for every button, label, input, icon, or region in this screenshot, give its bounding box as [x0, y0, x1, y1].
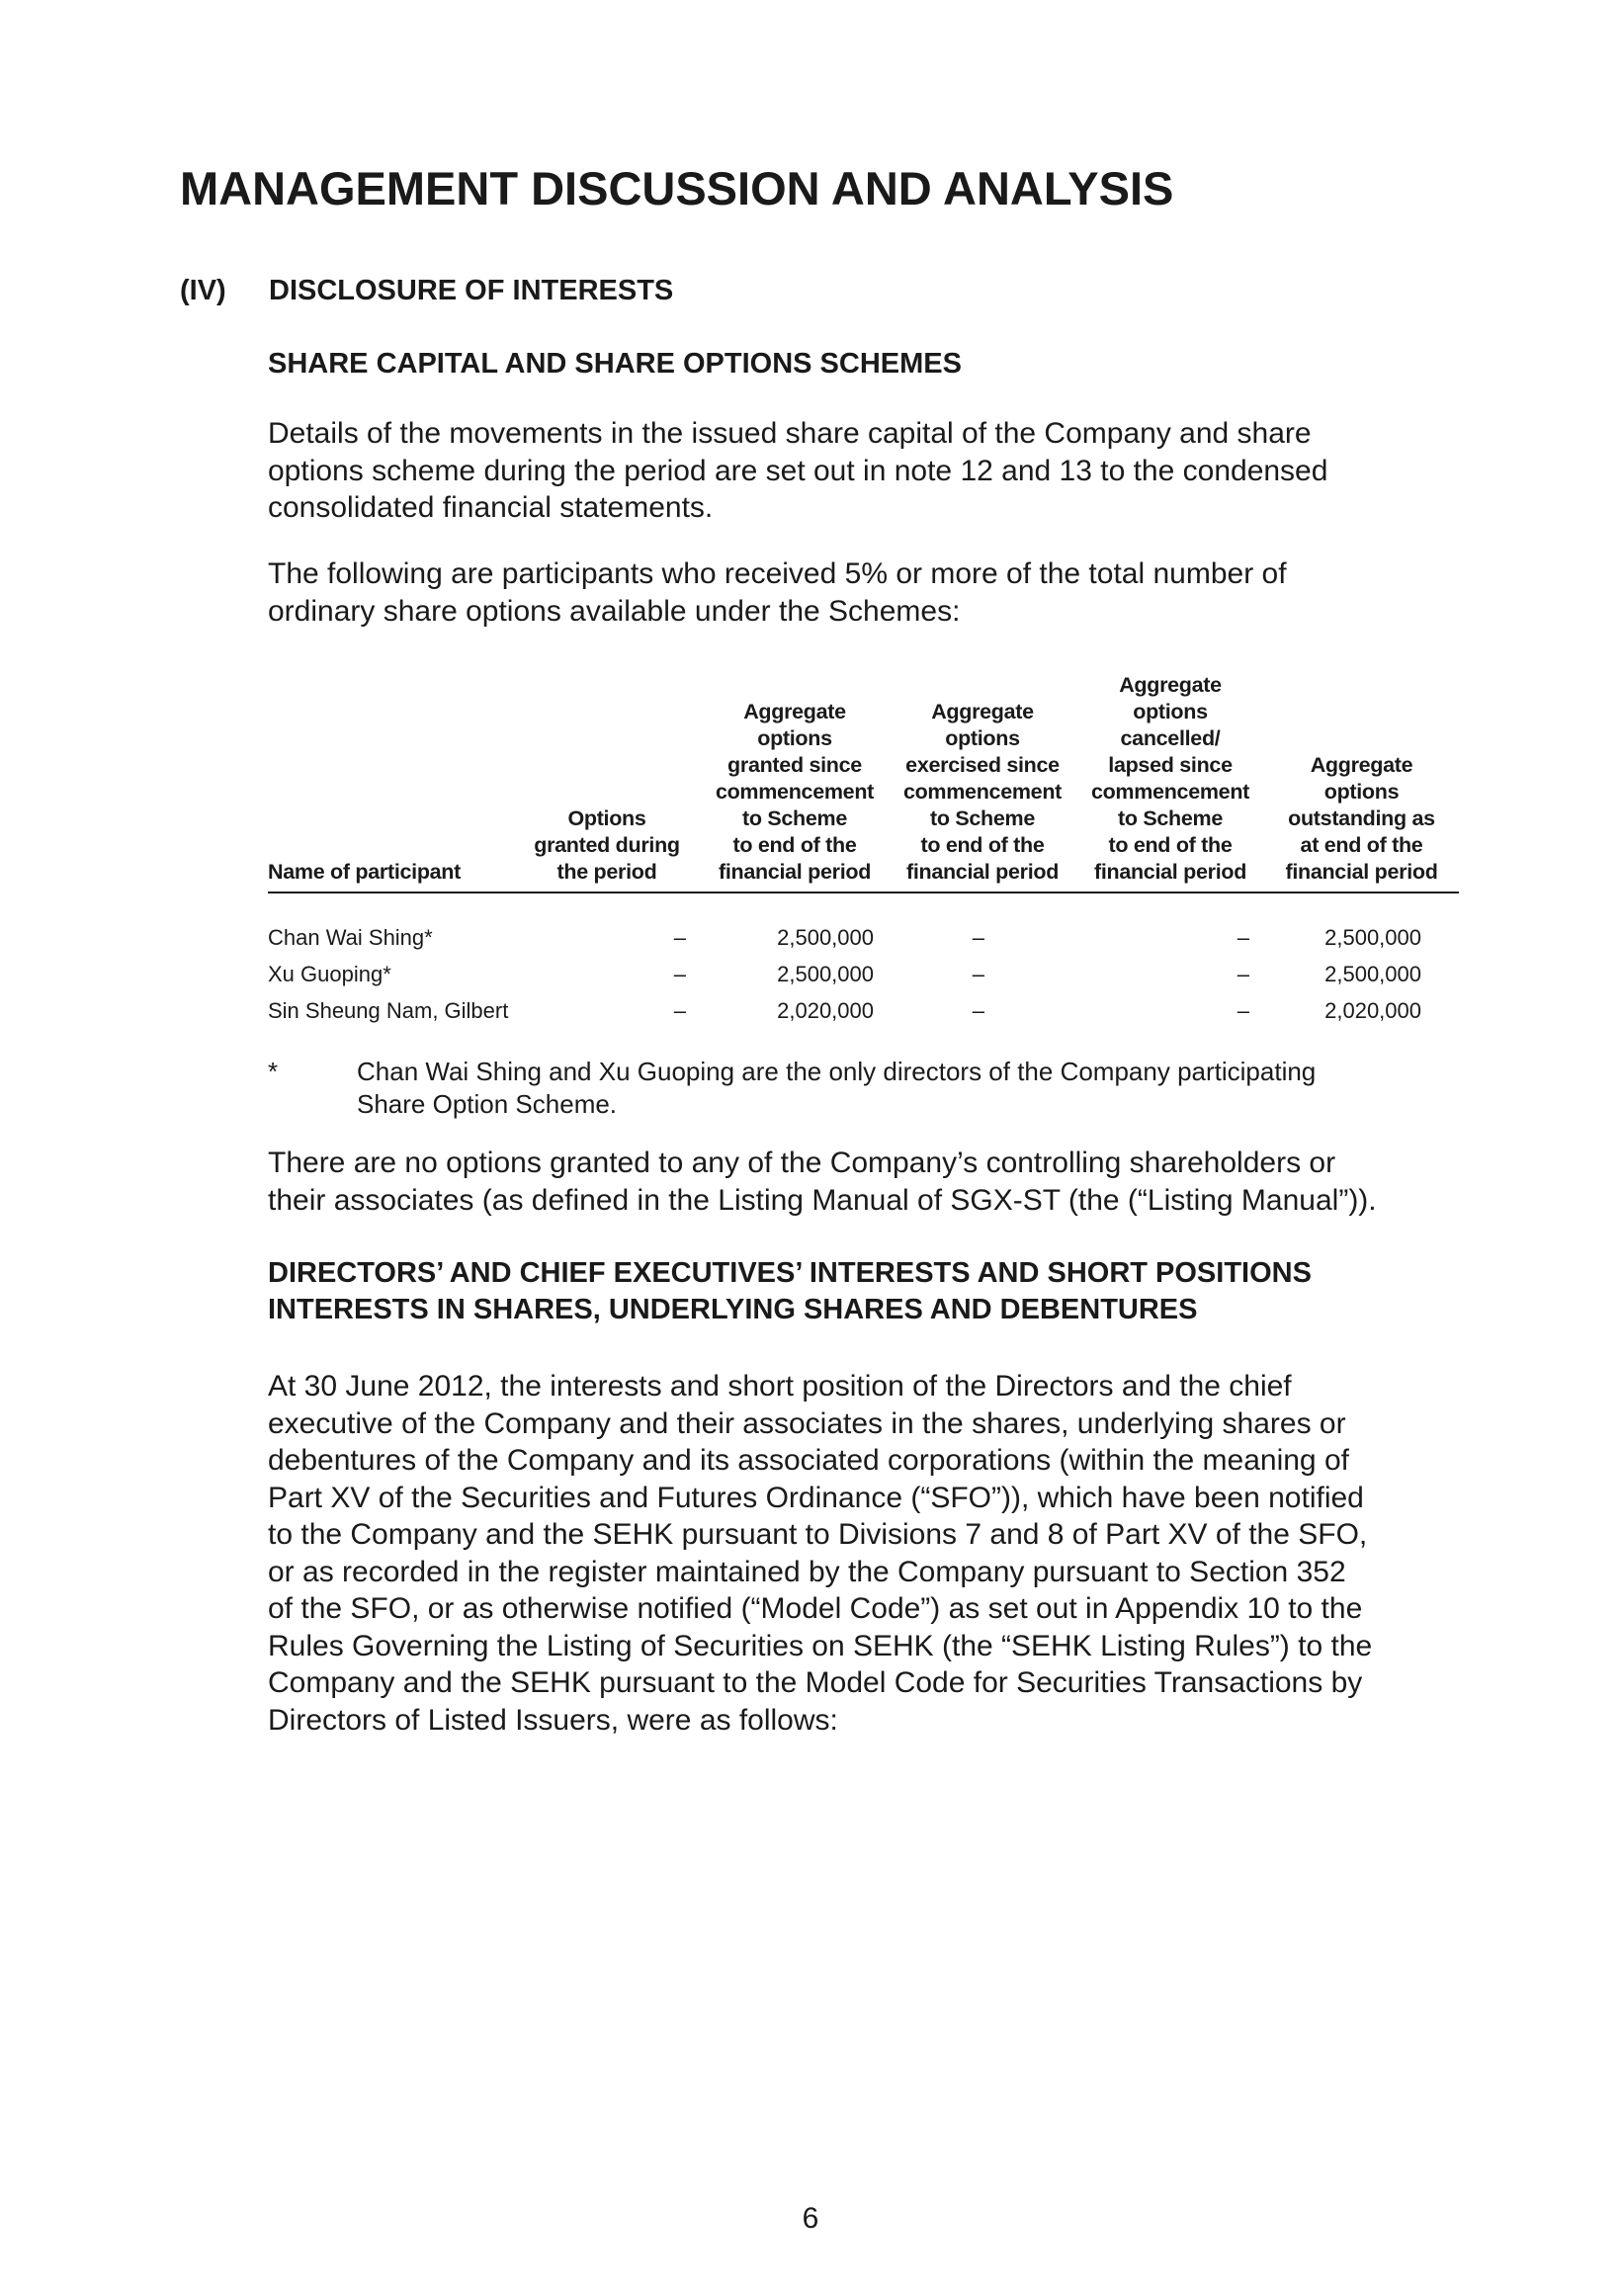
- page-title: MANAGEMENT DISCUSSION AND ANALYSIS: [180, 162, 1174, 214]
- header-line: options: [1323, 780, 1400, 804]
- header-line: lapsed since: [1108, 753, 1233, 777]
- options-outstanding: 2,020,000: [1324, 997, 1421, 1023]
- footnote: [268, 1056, 1459, 1121]
- column-header-participant: [268, 672, 513, 893]
- share-capital-heading: SHARE CAPITAL AND SHARE OPTIONS SCHEMES: [268, 348, 962, 380]
- footnote-line: Chan Wai Shing and Xu Guoping are the only directors of the Company participating: [357, 1057, 1317, 1086]
- section-heading: [180, 275, 673, 307]
- header-line: options: [757, 726, 832, 750]
- header-line: financial period: [905, 860, 1060, 884]
- header-line: options: [1133, 700, 1208, 723]
- header-line: to end of the: [732, 833, 857, 857]
- footnote-line: Share Option Scheme.: [357, 1089, 618, 1119]
- column-header-cancelled-lapsed: [1076, 672, 1264, 893]
- header-line: to end of the: [1108, 833, 1233, 857]
- paragraph-line: At 30 June 2012, the interests and short position of the Directors and the chief: [268, 1370, 1292, 1403]
- participants-intro-paragraph: [268, 555, 1459, 630]
- options-cancelled: –: [1237, 924, 1249, 950]
- header-line: the period: [556, 860, 657, 884]
- paragraph-line: The following are participants who received 5% or more of the total number of: [268, 557, 1287, 590]
- header-line: commencement: [1090, 780, 1250, 804]
- table-row: [268, 992, 1459, 1029]
- header-line: Name of participant: [268, 860, 462, 884]
- paragraph-line: or as recorded in the register maintained by the Company pursuant to Section 352: [268, 1555, 1346, 1588]
- header-line: outstanding as: [1288, 807, 1435, 830]
- options-exercised: –: [972, 961, 984, 986]
- options-outstanding: 2,500,000: [1324, 961, 1421, 986]
- heading-line: DIRECTORS’ AND CHIEF EXECUTIVES’ INTERESTS AND SHORT POSITIONS: [268, 1257, 1312, 1289]
- share-options-table: [268, 672, 1459, 1029]
- options-exercised: –: [972, 997, 984, 1023]
- header-line: to Scheme: [929, 807, 1036, 830]
- options-granted-since: 2,500,000: [777, 924, 874, 950]
- header-line: financial period: [1093, 860, 1247, 884]
- paragraph-line: Details of the movements in the issued share capital of the Company and share: [268, 417, 1312, 450]
- table-header-row: [268, 672, 1459, 893]
- directors-interests-heading: [268, 1255, 1459, 1328]
- paragraph-line: There are no options granted to any of the Company’s controlling shareholders or: [268, 1147, 1336, 1179]
- paragraph-line: their associates (as defined in the Listing Manual of SGX-ST (the (“Listing Manual”)).: [268, 1183, 1377, 1217]
- participant-name: Chan Wai Shing*: [268, 924, 433, 950]
- options-granted-since: 2,500,000: [777, 961, 874, 986]
- paragraph-line: consolidated financial statements.: [268, 491, 714, 524]
- column-header-granted-period: [513, 672, 701, 893]
- options-cancelled: –: [1237, 997, 1249, 1023]
- page-number: 6: [802, 2202, 819, 2235]
- footnote-mark: *: [268, 1057, 279, 1086]
- column-header-outstanding: [1264, 672, 1459, 893]
- share-capital-paragraph: [268, 415, 1459, 527]
- paragraph-line: options scheme during the period are set out in note 12 and 13 to the condensed: [268, 454, 1328, 487]
- paragraph-line: of the SFO, or as otherwise notified (“Model Code”) as set out in Appendix 10 to the: [268, 1592, 1363, 1625]
- options-cancelled: –: [1237, 961, 1249, 986]
- section-title: DISCLOSURE OF INTERESTS: [269, 275, 674, 306]
- paragraph-line: debentures of the Company and its associated corporations (within the meaning of: [268, 1444, 1349, 1477]
- header-line: to Scheme: [741, 807, 848, 830]
- paragraph-line: Directors of Listed Issuers, were as follows:: [268, 1703, 838, 1737]
- header-line: Options: [567, 807, 646, 830]
- no-options-paragraph: [268, 1145, 1459, 1219]
- header-line: Aggregate: [1310, 753, 1413, 777]
- header-line: Aggregate: [931, 700, 1034, 723]
- footnote-text: [357, 1056, 1459, 1121]
- header-line: commencement: [715, 780, 875, 804]
- header-line: granted during: [534, 833, 680, 857]
- paragraph-line: ordinary share options available under the Schemes:: [268, 594, 961, 628]
- heading-line: INTERESTS IN SHARES, UNDERLYING SHARES AND DEBENTURES: [268, 1294, 1198, 1325]
- header-line: financial period: [1285, 860, 1438, 884]
- header-line: granted since: [727, 753, 862, 777]
- options-outstanding: 2,500,000: [1324, 924, 1421, 950]
- options-granted-since: 2,020,000: [777, 997, 874, 1023]
- paragraph-line: executive of the Company and their associates in the shares, underlying shares or: [268, 1406, 1346, 1440]
- paragraph-line: Company and the SEHK pursuant to the Model Code for Securities Transactions by: [268, 1666, 1363, 1699]
- column-header-granted-since: [701, 672, 889, 893]
- options-granted-period: –: [673, 997, 686, 1023]
- header-line: at end of the: [1300, 833, 1423, 857]
- options-exercised: –: [972, 924, 984, 950]
- table-row: [268, 956, 1459, 992]
- header-line: options: [945, 726, 1020, 750]
- paragraph-line: Part XV of the Securities and Futures Ordinance (“SFO”)), which have been notified: [268, 1481, 1364, 1514]
- header-line: to Scheme: [1117, 807, 1224, 830]
- header-line: Aggregate: [1119, 673, 1222, 697]
- paragraph-line: Rules Governing the Listing of Securities on SEHK (the “SEHK Listing Rules”) to the: [268, 1629, 1373, 1662]
- header-line: cancelled/: [1120, 726, 1221, 750]
- header-line: exercised since: [905, 753, 1060, 777]
- table-row: [268, 893, 1459, 956]
- directors-interests-paragraph: [268, 1368, 1459, 1739]
- section-number: (IV): [180, 275, 226, 306]
- header-line: commencement: [902, 780, 1063, 804]
- paragraph-line: to the Company and the SEHK pursuant to Divisions 7 and 8 of Part XV of the SFO,: [268, 1518, 1368, 1551]
- options-granted-period: –: [673, 924, 686, 950]
- header-line: financial period: [718, 860, 872, 884]
- header-line: Aggregate: [743, 700, 846, 723]
- options-granted-period: –: [673, 961, 686, 986]
- participant-name: Xu Guoping*: [268, 961, 391, 986]
- header-line: to end of the: [920, 833, 1045, 857]
- participant-name: Sin Sheung Nam, Gilbert: [268, 997, 509, 1023]
- column-header-exercised-since: [889, 672, 1076, 893]
